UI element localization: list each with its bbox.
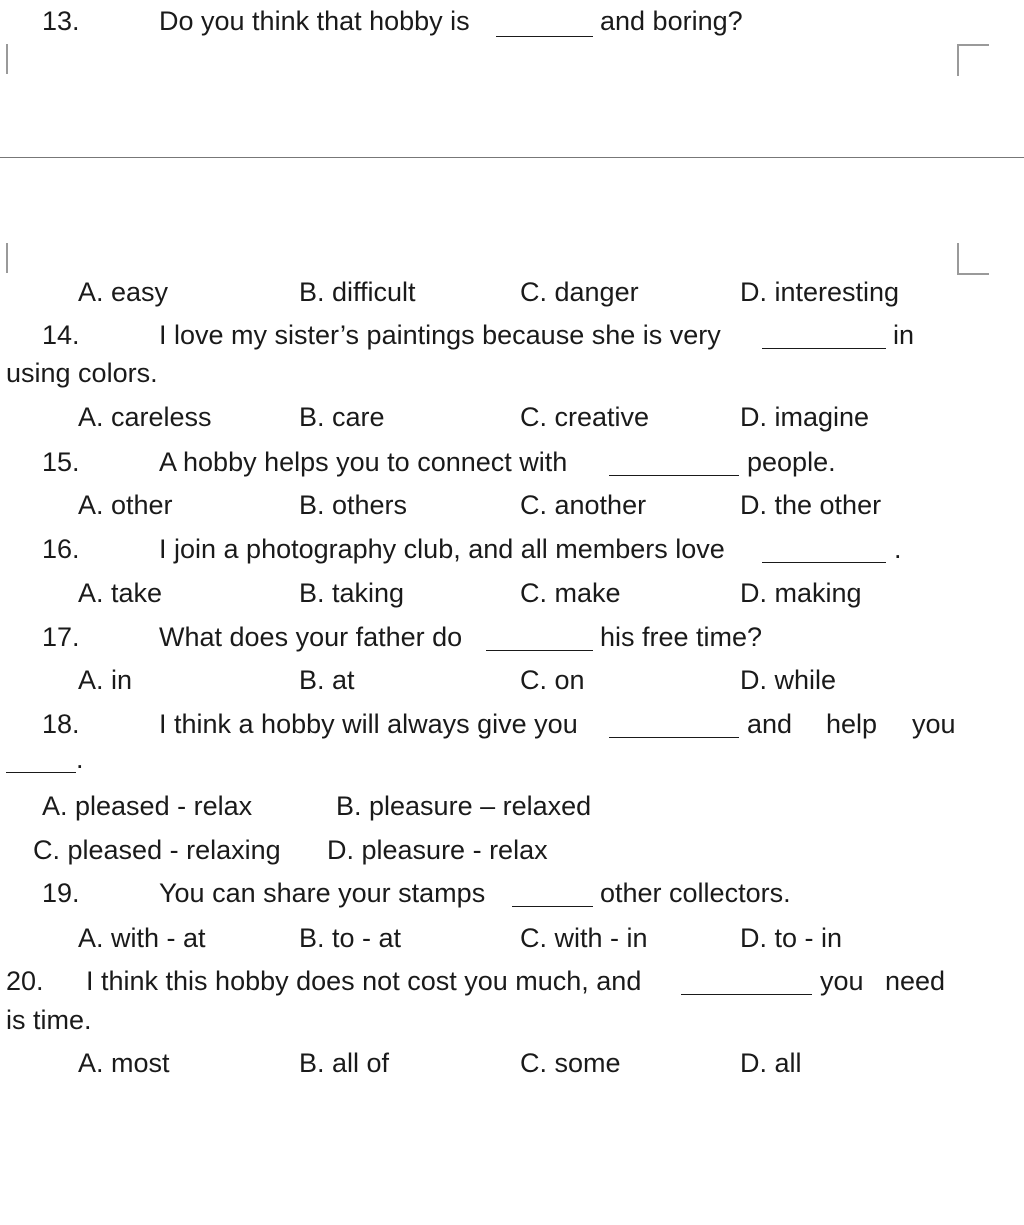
option-a: A. in — [78, 665, 133, 695]
option-b: B. to - at — [299, 923, 402, 953]
question-stem-continued: . — [76, 744, 84, 774]
question-stem-word: you — [912, 709, 956, 739]
option-c: C. with - in — [520, 923, 648, 953]
question-stem: Do you think that hobby is — [159, 6, 470, 36]
option-c: C. on — [520, 665, 585, 695]
question-number: 20. — [6, 966, 44, 996]
question-number: 13. — [42, 6, 80, 36]
question-stem-word: need — [885, 966, 946, 996]
option-d: D. pleasure - relax — [327, 835, 548, 865]
question-stem-end: and boring? — [600, 6, 743, 36]
question-stem: I love my sister’s paintings because she is very — [159, 320, 721, 350]
answer-blank — [496, 36, 593, 37]
option-b: B. all of — [299, 1048, 390, 1078]
crop-mark-left-bottom — [6, 243, 8, 273]
option-b: B. taking — [299, 578, 405, 608]
question-stem: What does your father do — [159, 622, 463, 652]
answer-blank — [681, 994, 812, 995]
question-stem-end: other collectors. — [600, 878, 791, 908]
question-number: 14. — [42, 320, 80, 350]
question-number: 19. — [42, 878, 80, 908]
option-c: C. creative — [520, 402, 650, 432]
option-b: B. pleasure – relaxed — [336, 791, 592, 821]
option-d: D. the other — [740, 490, 882, 520]
question-number: 18. — [42, 709, 80, 739]
answer-blank — [762, 348, 886, 349]
crop-mark-left-top — [6, 44, 8, 74]
option-a: A. other — [78, 490, 173, 520]
option-c: C. danger — [520, 277, 639, 307]
question-stem: I think this hobby does not cost you much, and — [86, 966, 642, 996]
question-stem-word: you — [820, 966, 864, 996]
crop-mark-right-bottom — [957, 243, 989, 275]
option-a: A. careless — [78, 402, 212, 432]
option-d: D. all — [740, 1048, 802, 1078]
question-stem: A hobby helps you to connect with — [159, 447, 568, 477]
option-d: D. while — [740, 665, 837, 695]
answer-blank-2 — [6, 772, 76, 773]
option-c: C. pleased - relaxing — [33, 835, 281, 865]
question-stem: You can share your stamps — [159, 878, 486, 908]
option-b: B. care — [299, 402, 385, 432]
question-stem-word: and — [747, 709, 793, 739]
question-stem: I think a hobby will always give you — [159, 709, 578, 739]
option-d: D. interesting — [740, 277, 900, 307]
option-c: C. another — [520, 490, 647, 520]
question-stem-end: his free time? — [600, 622, 763, 652]
question-number: 17. — [42, 622, 80, 652]
question-number: 16. — [42, 534, 80, 564]
question-stem: I join a photography club, and all members love — [159, 534, 725, 564]
answer-blank — [609, 475, 739, 476]
option-d: D. to - in — [740, 923, 843, 953]
option-a: A. pleased - relax — [42, 791, 253, 821]
option-c: C. some — [520, 1048, 621, 1078]
answer-blank — [486, 650, 593, 651]
option-c: C. make — [520, 578, 621, 608]
question-stem-end: people. — [747, 447, 836, 477]
question-number: 15. — [42, 447, 80, 477]
answer-blank — [512, 906, 593, 907]
crop-mark-right-top — [957, 44, 989, 76]
question-stem-continued: using colors. — [6, 358, 158, 388]
question-stem-end: in — [893, 320, 915, 350]
page-separator — [0, 157, 1024, 158]
question-stem-word: help — [826, 709, 878, 739]
answer-blank — [762, 562, 886, 563]
option-b: B. others — [299, 490, 408, 520]
option-d: D. imagine — [740, 402, 870, 432]
option-a: A. with - at — [78, 923, 206, 953]
option-b: B. difficult — [299, 277, 416, 307]
option-a: A. easy — [78, 277, 169, 307]
option-a: A. most — [78, 1048, 170, 1078]
answer-blank — [609, 737, 739, 738]
question-stem-end: . — [894, 534, 902, 564]
option-a: A. take — [78, 578, 163, 608]
question-stem-continued: is time. — [6, 1005, 92, 1035]
option-b: B. at — [299, 665, 355, 695]
option-d: D. making — [740, 578, 862, 608]
